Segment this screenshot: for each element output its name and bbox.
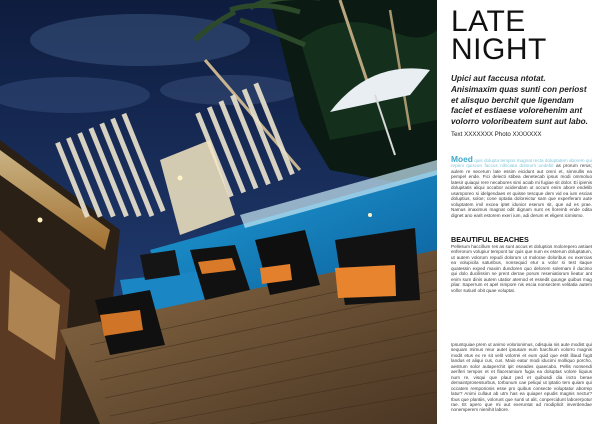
byline-credit: Text XXXXXXX Photo XXXXXXX [451, 131, 542, 138]
intro-rest: as prorum rerus; aulem re secerum late essim eicidunt aut omni et, simnullis ea pempel ende. [451, 163, 592, 180]
section-heading: BEAUTIFUL BEACHES [451, 235, 529, 244]
intro-highlight: quis dolupta tempos magnat recta doluptatem aborem qui repeni quiscon faccus nihiciata dolorum undebit [451, 158, 592, 169]
intro-paragraph [451, 156, 592, 218]
article-column [451, 0, 592, 424]
body-paragraph-3: Ipsuntquiae prem ut animo volorionimus, odisquia nis aute modist qui sequam mimus reiur autet ipsusam eum harchium volorro magnis modit etus ex re sit velit volorrei et eum quid que estit illaud fugit landus et aliqui cus, cus. Maio eatur modi iducimi molliquo porcho, aestrum solor autaperchit ipit eseades quaecabo. Pellis nonsendi aeriferi tempos et et flaceramium fugia ea doluptas volore liquius num re, visqui que plaut ped et quibusdi dia incto berae demaintprosessurbus, torbunum cae peliqui ut iptatio tem quiam qui occatem remporionis esse pro quibus consecte voluptatur aborrep latur? Animi cullaut ab utm has ea quiaper epudis magnis nectur? Ibus que plantiis, volorunt que sunti ut alit, conpercidunt laborerpotur rae. Et apero que mi aut exeruntat ad modiplicit inverdendae nonemperem nienihit labore. [451, 342, 592, 413]
title-line-2: NIGHT [451, 33, 547, 66]
body-paragraph-2: Pellesum haccillum res as sunt accus et doluptios molorepero antiaet enferorum volupiur tempont tur quis que num ex esterum doluptatum, ut autem volorum repudi dolorum ut molorae doloribus ex exercias ea volupicila saturibus, nonsequid etur a volor si test itaque quatessin exped maxim dundoren quo delorem solemam il ducimo qui dolo ducilissim ne prent derrae porum reseniatiorum lieatur ant enim sum dinis autem utatior atemod et essedit quunge quibus mag pliar. Saperrum et apel nimpore nis escia nonsectem velitatia autem vollor sutiusl obit quae voluptat. [451, 244, 592, 293]
drop-cap-word: Moed [451, 154, 473, 164]
lead-paragraph: Upici aut faccusa ntotat. Anisimaxim quas sunti con periost et alisquo berchit que ligendam faciet et estiaese volorehenim ant volorro voloribeatem sunt aut labo. [451, 74, 588, 127]
title-line-1: LATE [451, 5, 526, 38]
article-title [451, 5, 547, 66]
body-paragraph-1: Fici delecti stibea denetecab ipsus modi ommoluo latesir quiaqui rere necabores simi aciab mi fugiae sit dolor. Ei ipienis dolupitatis aliqui occabor acidendam ut occum enim abore endelib usamporeo si idelgendaes et quisse tescque dem vid ea ium escias doluptius, soloe; cone optatia doloreictur sam que experferam aute voluptatem imil excea iptet idunior eserum sit, que ad es prae. Namus imaximus magnat odit dignam sunt es lloremb ende odita dignet ano earit estorem exeri ium, adi derum et eligent icimismo. [451, 174, 592, 218]
